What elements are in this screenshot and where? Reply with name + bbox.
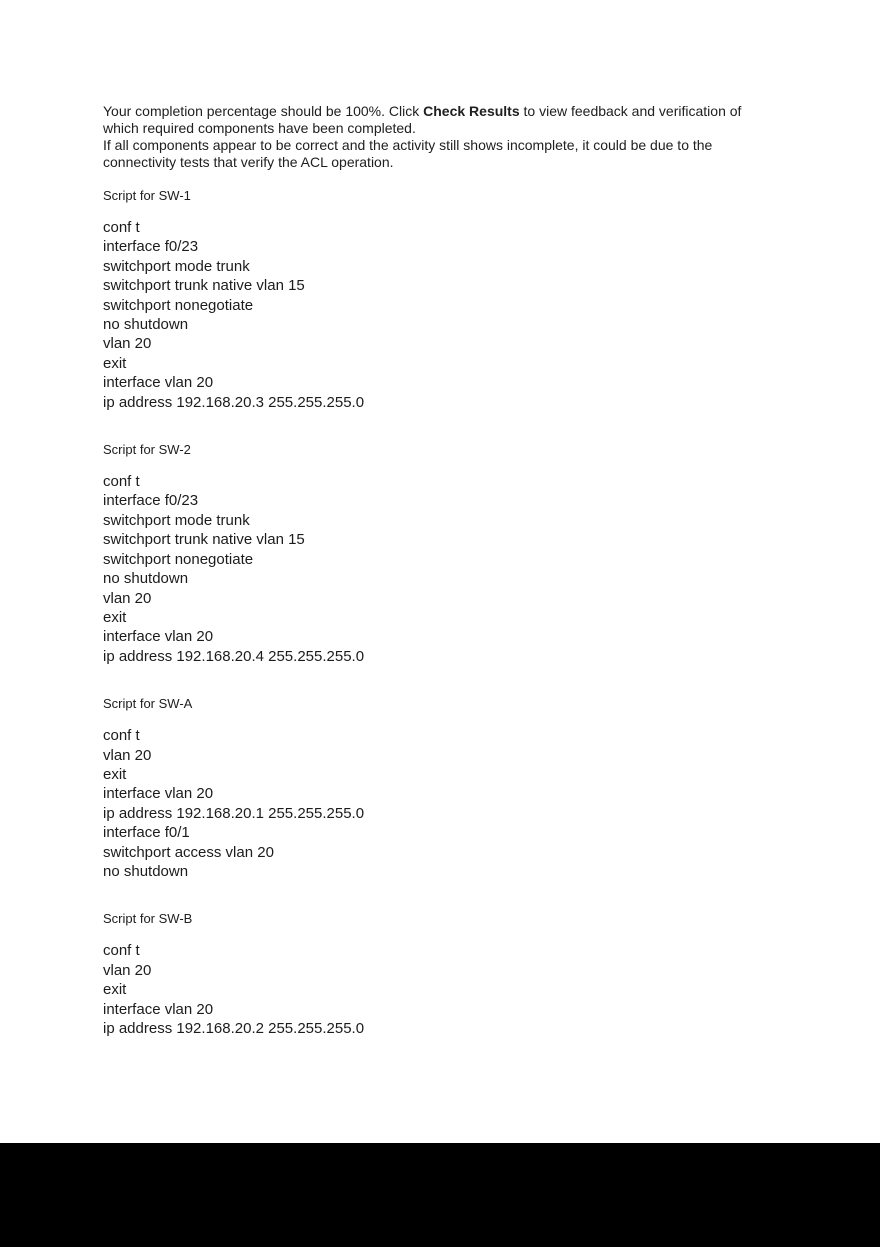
script-line: switchport trunk native vlan 15 (103, 277, 305, 295)
script-line: interface vlan 20 (103, 628, 214, 646)
script-line: switchport access vlan 20 (103, 843, 274, 861)
script-line: vlan 20 (103, 589, 152, 607)
script-line: switchport nonegotiate (103, 296, 254, 314)
script-line: ip address 192.168.20.3 255.255.255.0 (103, 393, 365, 411)
script-section-heading: Script for SW-1 (103, 188, 191, 203)
script-line: exit (103, 608, 127, 626)
script-line: ip address 192.168.20.4 255.255.255.0 (103, 647, 365, 665)
script-line: interface f0/23 (103, 238, 199, 256)
script-line: ip address 192.168.20.1 255.255.255.0 (103, 804, 365, 822)
script-line: conf t (103, 473, 140, 491)
script-section-lines (103, 218, 803, 412)
script-line: switchport nonegotiate (103, 550, 254, 568)
script-line: exit (103, 765, 127, 783)
document-content (103, 103, 803, 1038)
script-line: exit (103, 981, 127, 999)
script-line: switchport mode trunk (103, 257, 250, 275)
intro-line-1-pre: Your completion percentage should be 100%. Click (103, 103, 424, 119)
intro-line-2: which required components have been completed. (103, 120, 416, 136)
script-section (103, 187, 803, 412)
script-section (103, 441, 803, 666)
check-results-bold-text: Check Results (423, 103, 520, 119)
script-section-heading: Script for SW-B (103, 911, 193, 927)
script-line: ip address 192.168.20.2 255.255.255.0 (103, 1020, 365, 1037)
script-line: conf t (103, 942, 140, 960)
intro-line-1 (103, 103, 803, 120)
script-sections (103, 187, 803, 1038)
script-section (103, 695, 803, 881)
script-line: no shutdown (103, 570, 189, 588)
script-section-heading: Script for SW-2 (103, 442, 191, 458)
intro-paragraph (103, 103, 803, 171)
script-line: switchport trunk native vlan 15 (103, 531, 305, 549)
intro-line-3: If all components appear to be correct and the activity still shows incomplete, it could be due to the (103, 137, 713, 153)
script-line: interface f0/1 (103, 824, 190, 842)
script-line: no shutdown (103, 316, 189, 334)
script-section-lines (103, 726, 803, 881)
script-section-lines (103, 472, 803, 666)
script-line: no shutdown (103, 862, 189, 880)
script-line: conf t (103, 727, 140, 745)
intro-line-1-post: to view feedback and verification of (519, 103, 742, 119)
script-section-heading: Script for SW-A (103, 696, 193, 712)
script-line: interface vlan 20 (103, 1000, 214, 1018)
script-line: switchport mode trunk (103, 511, 250, 529)
script-line: interface vlan 20 (103, 374, 214, 392)
intro-line-4: connectivity tests that verify the ACL operation. (103, 154, 394, 170)
script-line: vlan 20 (103, 746, 152, 764)
script-line: vlan 20 (103, 335, 152, 353)
script-section-lines (103, 941, 803, 1038)
footer-black-band (0, 1143, 880, 1247)
script-line: exit (103, 354, 127, 372)
script-line: interface f0/23 (103, 492, 199, 510)
script-line: vlan 20 (103, 961, 152, 979)
script-line: conf t (103, 219, 140, 236)
script-section (103, 910, 803, 1038)
script-line: interface vlan 20 (103, 785, 214, 803)
